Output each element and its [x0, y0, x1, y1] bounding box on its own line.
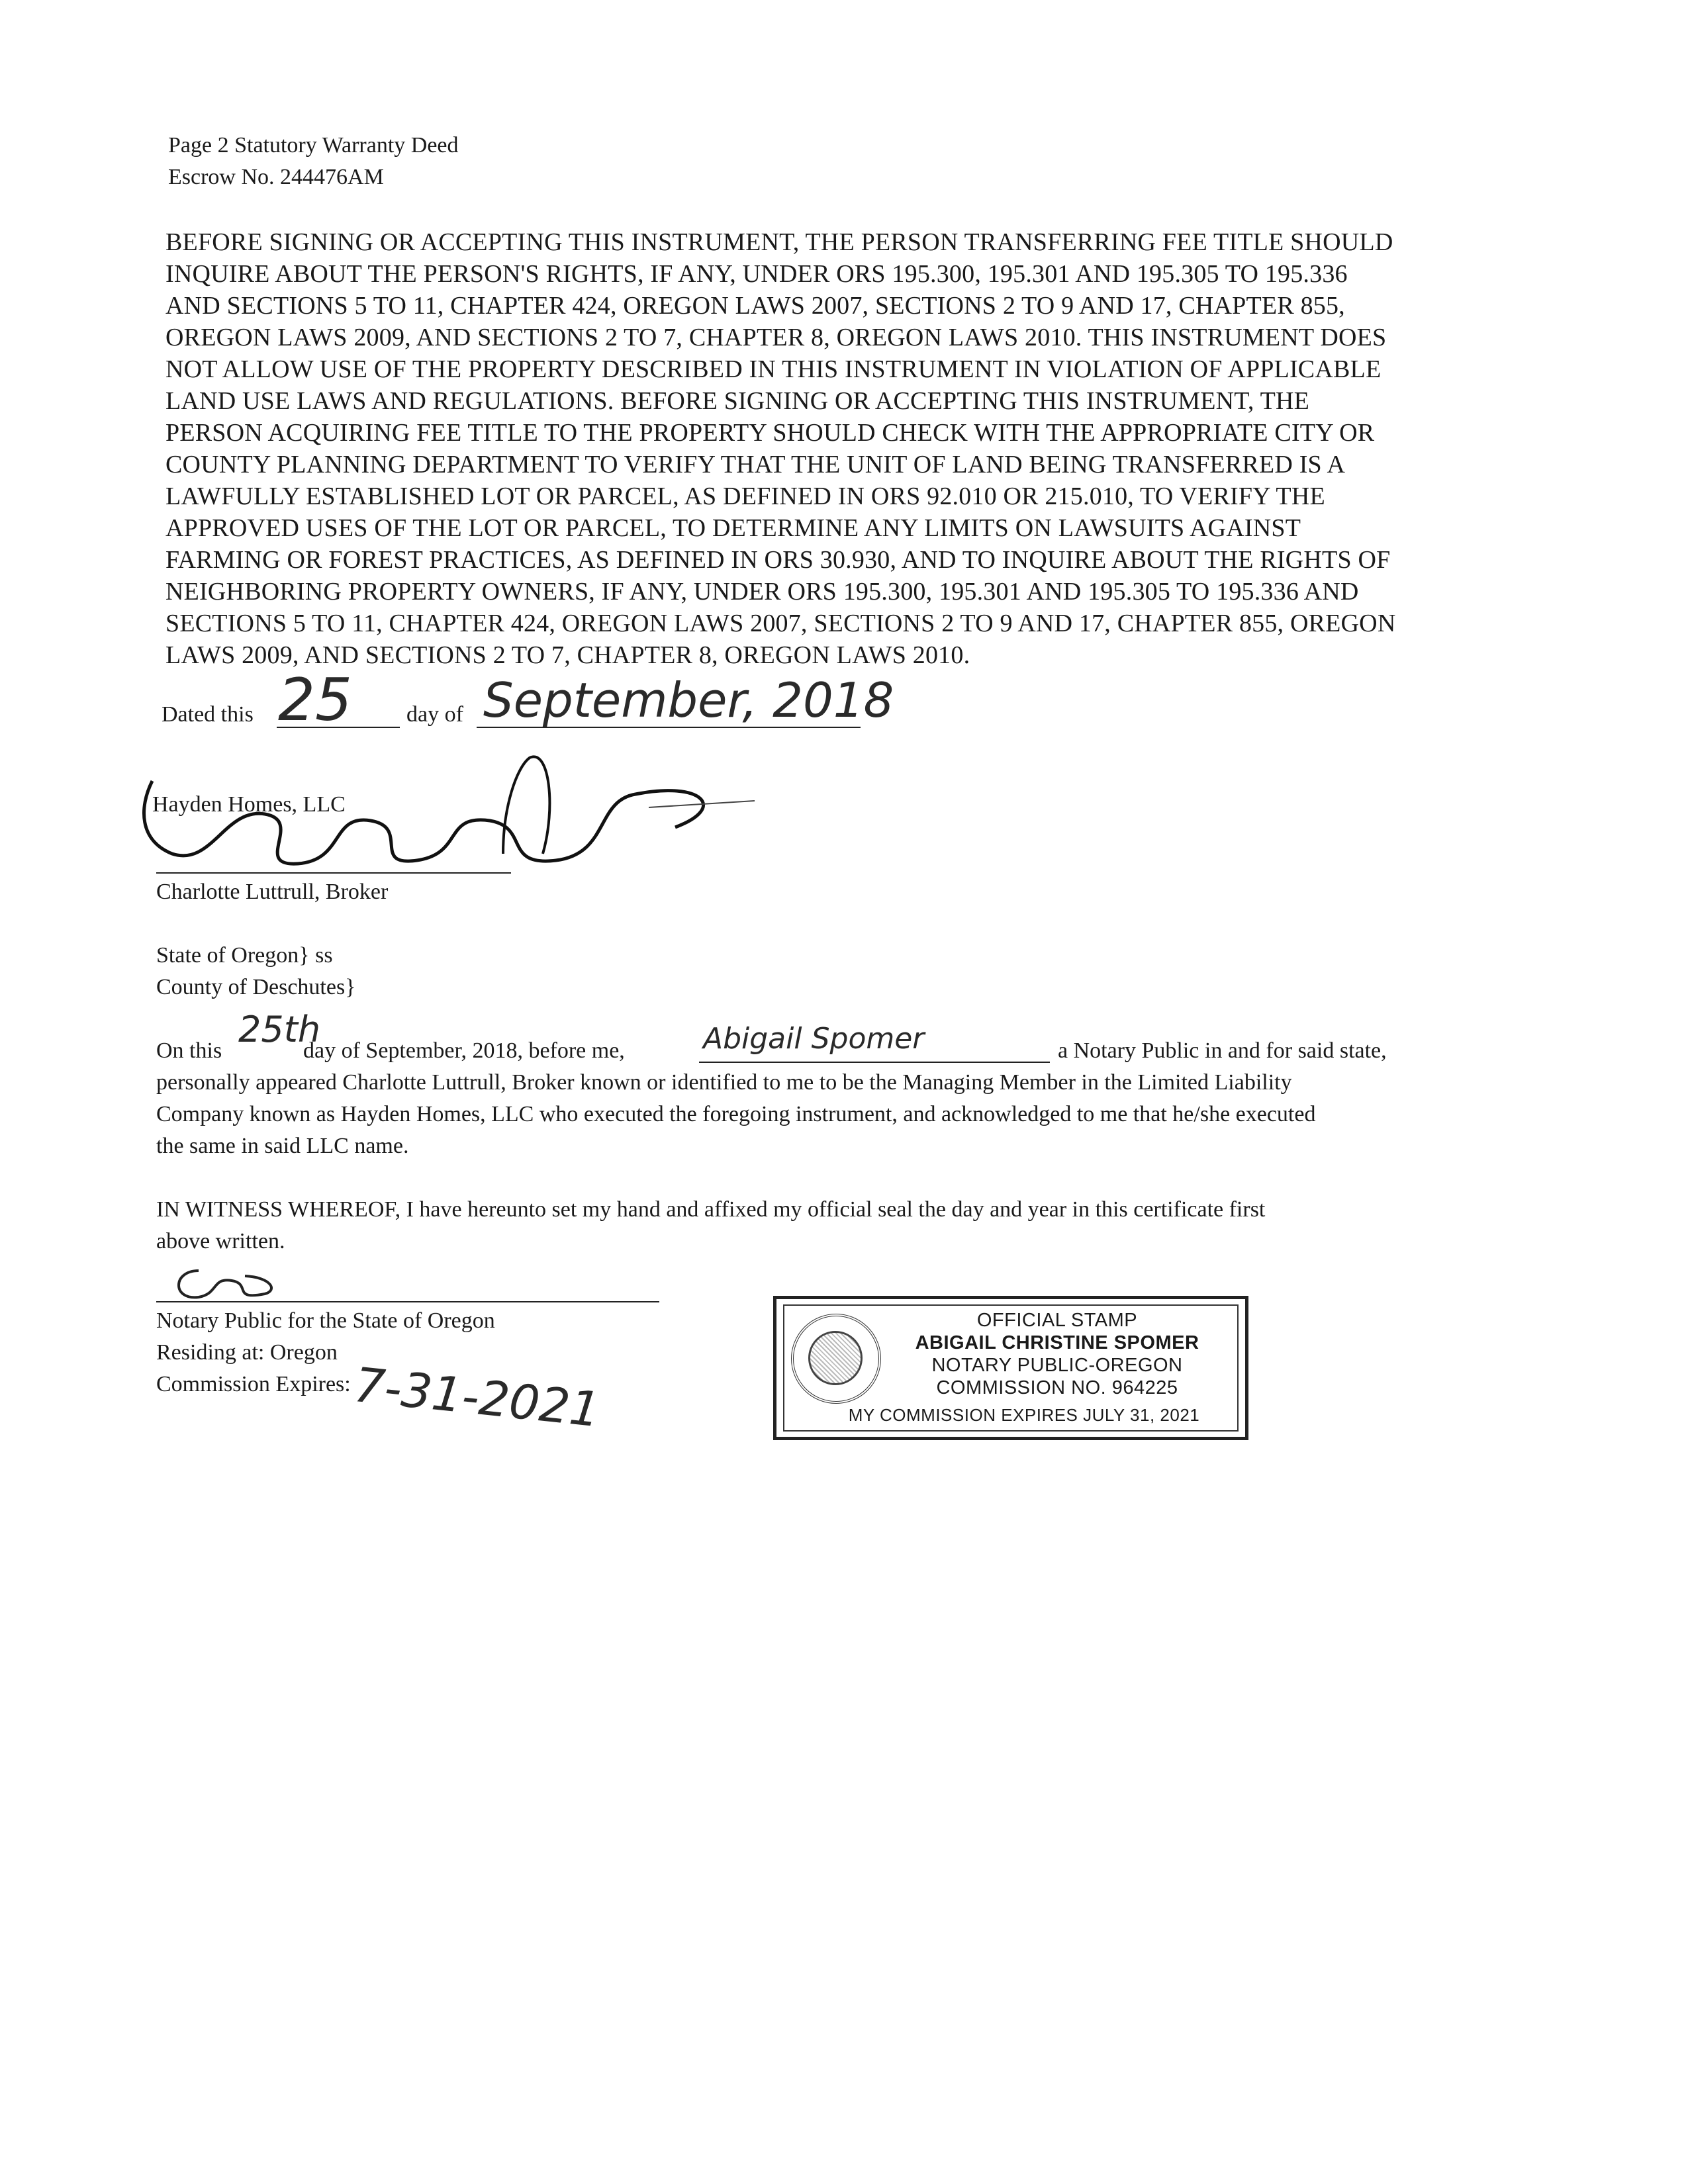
notice-line: NEIGHBORING PROPERTY OWNERS, IF ANY, UNDER ORS 195.300, 195.301 AND 195.305 TO 195.336 AND — [165, 578, 1359, 606]
seal-center — [808, 1331, 863, 1385]
ack-line4: the same in said LLC name. — [156, 1134, 409, 1158]
document-page-title: Page 2 Statutory Warranty Deed — [168, 133, 459, 158]
ack-line2: personally appeared Charlotte Luttrull, Broker known or identified to me to be the Managing Member in the Limited Liability — [156, 1070, 1292, 1095]
notice-line: FARMING OR FOREST PRACTICES, AS DEFINED IN ORS 30.930, AND TO INQUIRE ABOUT THE RIGHTS OF — [165, 546, 1391, 574]
ack-notary-handwritten: Abigail Spomer — [703, 1022, 925, 1056]
stamp-line2: ABIGAIL CHRISTINE SPOMER — [915, 1332, 1199, 1353]
notice-line: AND SECTIONS 5 TO 11, CHAPTER 424, OREGON LAWS 2007, SECTIONS 2 TO 9 AND 17, CHAPTER 855, — [165, 292, 1345, 320]
notice-line: BEFORE SIGNING OR ACCEPTING THIS INSTRUMENT, THE PERSON TRANSFERRING FEE TITLE SHOULD — [165, 228, 1393, 256]
notice-line: PERSON ACQUIRING FEE TITLE TO THE PROPERTY SHOULD CHECK WITH THE APPROPRIATE CITY OR — [165, 419, 1375, 447]
grantor-signer: Charlotte Luttrull, Broker — [156, 880, 389, 904]
notice-line: COUNTY PLANNING DEPARTMENT TO VERIFY THAT THE UNIT OF LAND BEING TRANSFERRED IS A — [165, 451, 1346, 478]
witness-line2: above written. — [156, 1229, 285, 1253]
venue-county: County of Deschutes} — [156, 975, 356, 999]
stamp-line3: NOTARY PUBLIC-OREGON — [931, 1355, 1183, 1376]
ack-line3: Company known as Hayden Homes, LLC who executed the foregoing instrument, and acknowledged to me that he/she executed — [156, 1102, 1316, 1126]
notice-line: LAWS 2009, AND SECTIONS 2 TO 7, CHAPTER 8, OREGON LAWS 2010. — [165, 641, 970, 669]
venue-state: State of Oregon} ss — [156, 943, 333, 968]
notary-signature — [165, 1257, 298, 1310]
signature-line — [156, 872, 511, 874]
notary-signature-line — [156, 1301, 659, 1302]
notary-title: Notary Public for the State of Oregon — [156, 1308, 495, 1333]
official-notary-stamp — [773, 1296, 1248, 1440]
witness-line1: IN WITNESS WHEREOF, I have hereunto set my hand and affixed my official seal the day and year in this certificate first — [156, 1197, 1266, 1222]
stamp-line1: OFFICIAL STAMP — [976, 1310, 1138, 1331]
grantor-company: Hayden Homes, LLC — [152, 792, 346, 817]
oregon-state-seal-icon — [791, 1314, 881, 1404]
notice-line: LAWFULLY ESTABLISHED LOT OR PARCEL, AS DEFINED IN ORS 92.010 OR 215.010, TO VERIFY THE — [165, 482, 1325, 510]
dated-month-year-handwritten: September, 2018 — [483, 672, 894, 728]
dated-day-handwritten: 25 — [278, 666, 352, 734]
escrow-number: Escrow No. 244476AM — [168, 165, 384, 189]
commission-label: Commission Expires: — [156, 1372, 351, 1396]
notice-line: OREGON LAWS 2009, AND SECTIONS 2 TO 7, CHAPTER 8, OREGON LAWS 2010. THIS INSTRUMENT DOES — [165, 324, 1387, 351]
ack-line1-tail: a Notary Public in and for said state, — [1058, 1038, 1387, 1063]
statutory-notice — [165, 226, 1395, 671]
notice-line: APPROVED USES OF THE LOT OR PARCEL, TO DETERMINE ANY LIMITS ON LAWSUITS AGAINST — [165, 514, 1301, 542]
notary-residing: Residing at: Oregon — [156, 1340, 338, 1365]
notice-line: NOT ALLOW USE OF THE PROPERTY DESCRIBED IN THIS INSTRUMENT IN VIOLATION OF APPLICABLE — [165, 355, 1382, 383]
notice-line: SECTIONS 5 TO 11, CHAPTER 424, OREGON LAWS 2007, SECTIONS 2 TO 9 AND 17, CHAPTER 855, OREGON — [165, 610, 1396, 637]
stamp-line5: MY COMMISSION EXPIRES JULY 31, 2021 — [848, 1405, 1200, 1425]
notice-line: INQUIRE ABOUT THE PERSON'S RIGHTS, IF ANY, UNDER ORS 195.300, 195.301 AND 195.305 TO 195.336 — [165, 260, 1348, 288]
ack-day-handwritten: 25th — [238, 1009, 321, 1050]
ack-date-text: day of September, 2018, before me, — [303, 1038, 625, 1063]
stamp-line4: COMMISSION NO. 964225 — [936, 1377, 1178, 1398]
notary-name-line — [699, 1062, 1050, 1063]
ack-on-this: On this — [156, 1038, 222, 1063]
notice-line: LAND USE LAWS AND REGULATIONS. BEFORE SIGNING OR ACCEPTING THIS INSTRUMENT, THE — [165, 387, 1310, 415]
day-of-label: day of — [406, 702, 463, 727]
commission-date-handwritten: 7-31-2021 — [352, 1357, 603, 1438]
dated-label: Dated this — [162, 702, 254, 727]
